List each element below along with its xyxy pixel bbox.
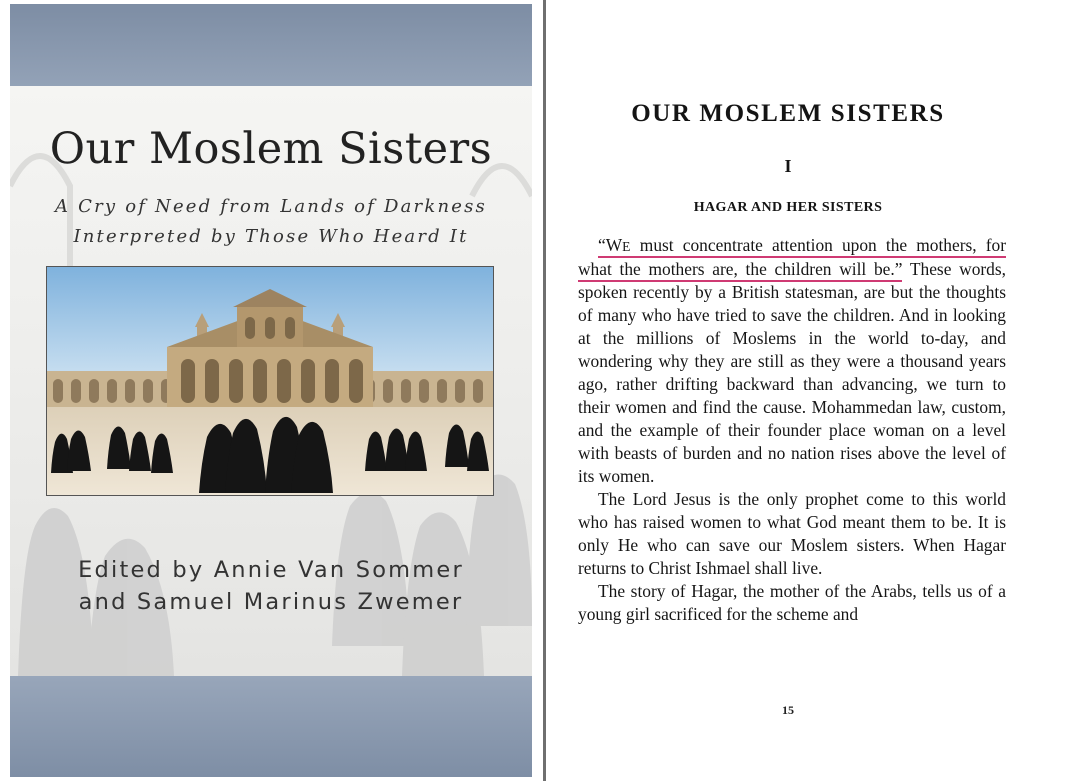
quote-text: must concentrate attention upon the mothers, for what the mothers are, the children will be.” <box>578 235 1006 279</box>
cover-subtitle-line-1: A Cry of Need from Lands of Darkness <box>55 196 487 217</box>
cover-editors-line-2: and Samuel Marinus Zwemer <box>78 589 464 615</box>
page-number: 15 <box>782 703 794 717</box>
quote-open: “W <box>598 235 623 255</box>
cover-editors <box>10 554 532 618</box>
page-body <box>578 234 1006 626</box>
mosque-courtyard-illustration <box>47 267 493 495</box>
paragraph-2: The Lord Jesus is the only prophet come to this world who has raised women to what God meant them to be. It is only He who can save our Moslem sisters. When Hagar returns to Christ Ishmael shall live. <box>578 489 1006 578</box>
book-page <box>548 0 1080 781</box>
paragraph-1 <box>578 234 1006 488</box>
cover-title: Our Moslem Sisters <box>49 124 493 174</box>
paragraph-1-rest: These words, spoken recently by a British statesman, are but the thoughts of many who have tried to save the children. And in looking at the millions of Moslems in the world to-day, and wondering why they are still as they were a thousand years ago, rather drifting backward than advancing, we turn to their women and find the cause. Mohammedan law, custom, and the example of their founder place woman on a level with beasts of burden and no nation rises above the level of its women. <box>578 259 1006 486</box>
chapter-number: I <box>784 156 792 176</box>
cover-top-band <box>10 4 532 86</box>
page-title: OUR MOSLEM SISTERS <box>631 100 945 127</box>
quote-small-cap: E <box>622 239 631 254</box>
paragraph-3: The story of Hagar, the mother of the Arabs, tells us of a young girl sacrificed for the scheme and <box>578 581 1006 624</box>
cover-panel <box>10 86 532 676</box>
cover-subtitle-line-2: Interpreted by Those Who Heard It <box>73 226 469 247</box>
cover-photo <box>46 266 494 496</box>
cover-subtitle <box>10 192 532 252</box>
chapter-title: HAGAR AND HER SISTERS <box>693 200 883 215</box>
book-cover <box>10 4 532 777</box>
cover-bottom-band <box>10 676 532 777</box>
panel-divider <box>543 0 546 781</box>
cover-editors-line-1: Edited by Annie Van Sommer <box>78 557 464 583</box>
